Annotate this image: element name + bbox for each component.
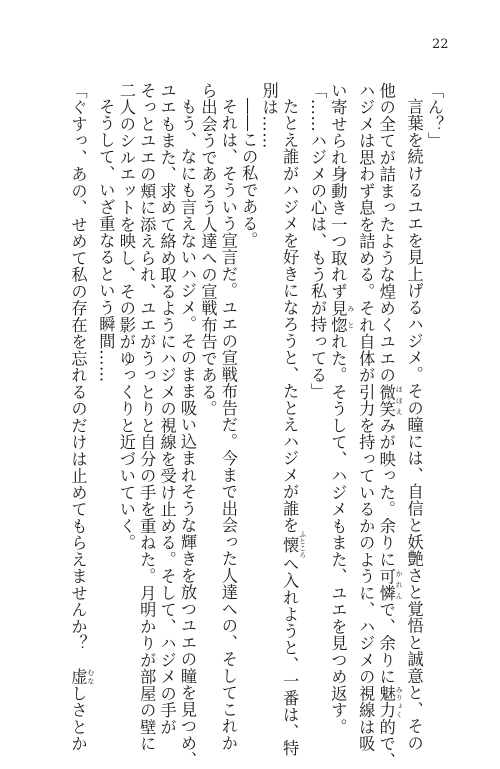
text-line: 「ん？」 xyxy=(425,82,444,149)
text-line: ユエもまた、求めて絡め取るようにハジメの視線を受け止める。そして、ハジメの手が xyxy=(157,82,177,736)
text-line: それは、そういう宣言だ。ユエの宣戦布告だ。今まで出会った人達への、そしてこれか xyxy=(218,98,238,752)
page-number: 22 xyxy=(432,37,449,52)
text-line: い寄せられ身動き一つ取れず見惚 みとれた。そうして、ハジメもまた、ユエを見つめ返す。 xyxy=(328,82,355,736)
text-line: 二人のシルエットを映し、その影がゆっくりと近づいていく。 xyxy=(116,82,136,551)
body-text xyxy=(44,82,444,769)
text-line: そうして、いざ重なるという瞬間…… xyxy=(96,98,116,383)
text-line: ハジメは思わず息を詰める。それ自体が引力を持っているかのように、ハジメの視線は吸 xyxy=(356,82,376,752)
text-line: 「ぐすっ、あの、せめて私の存在を忘れるのだけは止めてもらえませんか？ 虚 むなしさとか xyxy=(68,82,95,752)
text-line: 言葉を続けるユエを見上げるハジメ。その瞳には、自信と妖艶さと覚悟と誠意と、その xyxy=(404,98,424,752)
text-line: 「……ハジメの心は、もう私が持ってる」 xyxy=(307,82,327,401)
text-line: 他の全てが詰まったような煌めくユエの微笑 ほほえみが映った。余りに可憐 かれんで、余りに魅力 みりょく的で、 xyxy=(376,82,404,769)
text-line: 別は…… xyxy=(259,82,279,149)
text-line: もう、なにも言えないハジメ。そのまま吸い込まれそうな輝きを放つユエの瞳を見つめ、 xyxy=(178,98,198,769)
text-line: ――この私である。 xyxy=(239,98,259,249)
text-line: そっとユエの頬に添えられ、ユエがうっとりと自分の手を重ねた。月明かりが部屋の壁に xyxy=(137,82,157,752)
text-line: たとえ誰がハジメを好きになろうと、たとえハジメが誰を懐 ふところへ入れようと、一番は、特 xyxy=(280,98,307,757)
text-line: ら出会うであろう人達への宣戦布告である。 xyxy=(198,82,218,417)
